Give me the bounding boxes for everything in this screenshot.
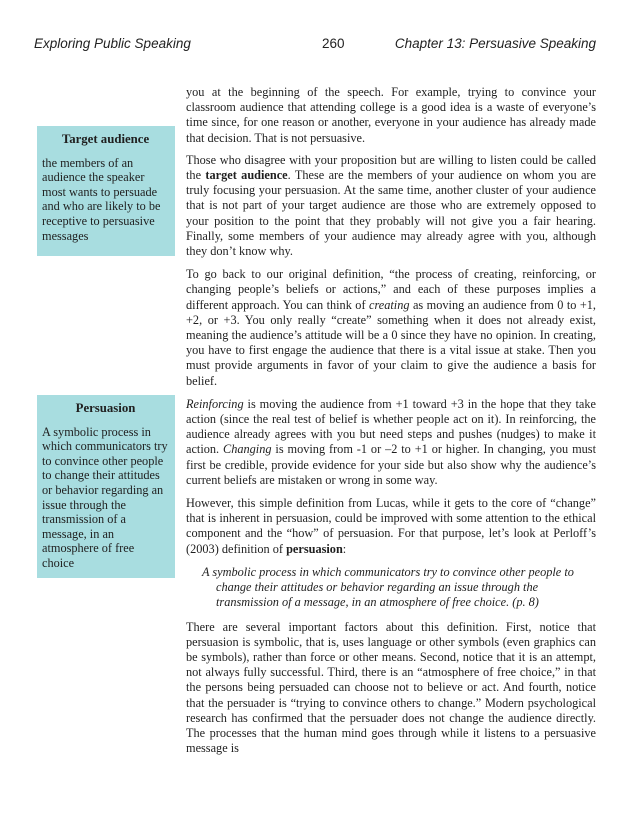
key-term: persuasion <box>286 541 343 556</box>
paragraph: There are several important factors about this definition. First, notice that persuasion is symbolic, that is, uses language or other symbols (even graphics can be symbols), rather than force or other means. Second, notice that it is an attempt, not always fully successful. Third, there is an “atmosphere of free choice,” in that the persons being persuaded can choose not to believe or act. And fourth, notice that the persuader is “trying to convince others to change.” Modern psychological research has confirmed that the persuader does not change the audience directly. The processes that the human mind goes through while it listens to a persuasive message is <box>186 619 596 756</box>
paragraph: you at the beginning of the speech. For example, trying to convince your classroom audience that attending college is a good idea is a waste of everyone’s time since, for one reason or another, everyone in your audience has already made that decision. That is not persuasive. <box>186 85 596 145</box>
emphasis: Changing <box>223 442 272 457</box>
sidebar-definition-target-audience <box>37 126 175 256</box>
sidebar-term: Target audience <box>61 132 150 146</box>
running-header <box>34 36 596 54</box>
block-quote: A symbolic process in which communicators try to convince other people to change their attitudes or behavior regarding an issue through the transmission of a message, in an atmosphere of free choice. (p. 8) <box>202 564 574 610</box>
emphasis: Reinforcing <box>186 396 244 411</box>
paragraph: To go back to our original definition, “the process of creating, reinforcing, or changing people’s beliefs or actions,” and each of these purposes implies a different approach. You can think of creating as moving an audience from 0 to +1, +2, or +3. You only really “create” something when it does not already exist, meaning the audience’s attitude will be a 0 since they have no opinion. In creating, you have to first engage the audience that there is a vital issue at stake. Then you must provide arguments in favor of your claim to give the audience a basis for belief. <box>186 267 596 388</box>
paragraph: However, this simple definition from Lucas, while it gets to the core of “change” that is inherent in persuasion, could be improved with some attention to the ethical component and the “how” of persuasion. For that purpose, let’s look at Perloff’s (2003) definition of persuasion: <box>186 496 596 556</box>
page-number: 260 <box>322 36 345 51</box>
emphasis: creating <box>369 297 410 312</box>
sidebar-definition: A symbolic process in which communicators try to convince other people to change their attitudes or behavior regarding an issue through the transmission of a message, in an atmosphere of free choice <box>42 424 168 570</box>
book-title: Exploring Public Speaking <box>34 36 191 51</box>
sidebar-definition-persuasion <box>37 395 175 578</box>
key-term: target audience <box>205 168 288 183</box>
chapter-title: Chapter 13: Persuasive Speaking <box>394 36 596 51</box>
sidebar-definition: the members of an audience the speaker most wants to persuade and who are likely to be receptive to persuasive messages <box>42 155 161 243</box>
sidebar-term: Persuasion <box>75 401 136 415</box>
body-text <box>186 85 596 764</box>
paragraph: Reinforcing is moving the audience from +1 toward +3 in the hope that they take action (since the real test of belief is whether people act on it). In reinforcing, the audience already agrees with you but need steps and pushes (nudges) to make it action. Changing is moving from -1 or –2 to +1 or higher. In changing, you must first be credible, provide evidence for your side but also show why the audience’s current beliefs are mistaken or wrong in some way. <box>186 396 596 487</box>
paragraph: Those who disagree with your proposition but are willing to listen could be called the target audience. These are the members of your audience on whom you are truly focusing your persuasion. At the same time, another cluster of your audience that is not part of your target audience are those who are extremely opposed to your position to the point that they probably will not give you a fair hearing. Finally, some members of your audience may already agree with you, although they don’t know why. <box>186 152 596 259</box>
